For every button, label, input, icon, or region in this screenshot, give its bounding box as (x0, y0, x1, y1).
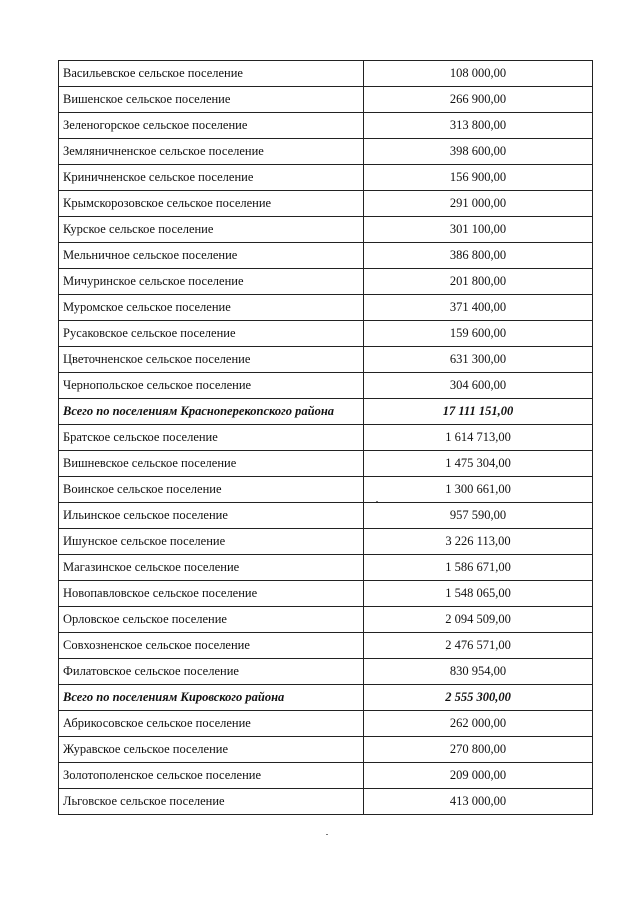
amount-cell: 2 094 509,00 (364, 607, 593, 633)
settlement-name-cell: Русаковское сельское поселение (59, 321, 364, 347)
table-row (59, 633, 593, 659)
settlement-name-cell: Мичуринское сельское поселение (59, 269, 364, 295)
table-row (59, 529, 593, 555)
table-row (59, 503, 593, 529)
settlement-name-cell: Чернопольское сельское поселение (59, 373, 364, 399)
settlement-name-cell: Васильевское сельское поселение (59, 61, 364, 87)
settlement-name-cell: Магазинское сельское поселение (59, 555, 364, 581)
table-row (59, 373, 593, 399)
amount-cell: 17 111 151,00 (364, 399, 593, 425)
amount-cell: 830 954,00 (364, 659, 593, 685)
allocation-table (58, 60, 593, 815)
table-row (59, 347, 593, 373)
amount-cell: 2 476 571,00 (364, 633, 593, 659)
settlement-name-cell: Всего по поселениям Кировского района (59, 685, 364, 711)
amount-cell: 3 226 113,00 (364, 529, 593, 555)
table-row (59, 659, 593, 685)
table-row (59, 61, 593, 87)
table-row (59, 87, 593, 113)
amount-cell: 2 555 300,00 (364, 685, 593, 711)
scan-speck (376, 501, 378, 502)
amount-cell: 304 600,00 (364, 373, 593, 399)
amount-cell: 413 000,00 (364, 789, 593, 815)
amount-cell: 270 800,00 (364, 737, 593, 763)
settlement-name-cell: Зеленогорское сельское поселение (59, 113, 364, 139)
amount-cell: 291 000,00 (364, 191, 593, 217)
settlement-name-cell: Золотополенское сельское поселение (59, 763, 364, 789)
amount-cell: 386 800,00 (364, 243, 593, 269)
scan-speck (326, 834, 328, 835)
settlement-name-cell: Мельничное сельское поселение (59, 243, 364, 269)
table-row (59, 763, 593, 789)
settlement-name-cell: Земляничненское сельское поселение (59, 139, 364, 165)
settlement-name-cell: Журавское сельское поселение (59, 737, 364, 763)
amount-cell: 201 800,00 (364, 269, 593, 295)
amount-cell: 957 590,00 (364, 503, 593, 529)
settlement-name-cell: Цветочненское сельское поселение (59, 347, 364, 373)
settlement-name-cell: Братское сельское поселение (59, 425, 364, 451)
amount-cell: 108 000,00 (364, 61, 593, 87)
table-body (59, 61, 593, 815)
amount-cell: 398 600,00 (364, 139, 593, 165)
amount-cell: 1 586 671,00 (364, 555, 593, 581)
settlement-name-cell: Воинское сельское поселение (59, 477, 364, 503)
settlement-name-cell: Курское сельское поселение (59, 217, 364, 243)
table-row (59, 789, 593, 815)
settlement-name-cell: Орловское сельское поселение (59, 607, 364, 633)
amount-cell: 313 800,00 (364, 113, 593, 139)
amount-cell: 156 900,00 (364, 165, 593, 191)
amount-cell: 209 000,00 (364, 763, 593, 789)
settlement-name-cell: Льговское сельское поселение (59, 789, 364, 815)
table-row (59, 243, 593, 269)
table-total-row (59, 399, 593, 425)
amount-cell: 1 548 065,00 (364, 581, 593, 607)
settlement-name-cell: Филатовское сельское поселение (59, 659, 364, 685)
settlement-name-cell: Вишенское сельское поселение (59, 87, 364, 113)
settlement-name-cell: Вишневское сельское поселение (59, 451, 364, 477)
table-row (59, 711, 593, 737)
amount-cell: 1 300 661,00 (364, 477, 593, 503)
amount-cell: 631 300,00 (364, 347, 593, 373)
settlement-name-cell: Совхозненское сельское поселение (59, 633, 364, 659)
table-row (59, 295, 593, 321)
table-row (59, 555, 593, 581)
amount-cell: 262 000,00 (364, 711, 593, 737)
table-row (59, 191, 593, 217)
amount-cell: 159 600,00 (364, 321, 593, 347)
amount-cell: 1 475 304,00 (364, 451, 593, 477)
table-total-row (59, 685, 593, 711)
settlement-name-cell: Абрикосовское сельское поселение (59, 711, 364, 737)
settlement-name-cell: Новопавловское сельское поселение (59, 581, 364, 607)
table-row (59, 165, 593, 191)
table-row (59, 477, 593, 503)
settlement-name-cell: Ишунское сельское поселение (59, 529, 364, 555)
settlement-name-cell: Крымскорозовское сельское поселение (59, 191, 364, 217)
table-row (59, 451, 593, 477)
settlement-name-cell: Всего по поселениям Красноперекопского района (59, 399, 364, 425)
amount-cell: 371 400,00 (364, 295, 593, 321)
table-row (59, 425, 593, 451)
settlement-name-cell: Криничненское сельское поселение (59, 165, 364, 191)
table-row (59, 269, 593, 295)
table-row (59, 113, 593, 139)
table-row (59, 139, 593, 165)
table-row (59, 321, 593, 347)
table-row (59, 607, 593, 633)
amount-cell: 1 614 713,00 (364, 425, 593, 451)
amount-cell: 266 900,00 (364, 87, 593, 113)
amount-cell: 301 100,00 (364, 217, 593, 243)
settlement-name-cell: Муромское сельское поселение (59, 295, 364, 321)
table-row (59, 217, 593, 243)
settlement-name-cell: Ильинское сельское поселение (59, 503, 364, 529)
table-row (59, 737, 593, 763)
table-row (59, 581, 593, 607)
